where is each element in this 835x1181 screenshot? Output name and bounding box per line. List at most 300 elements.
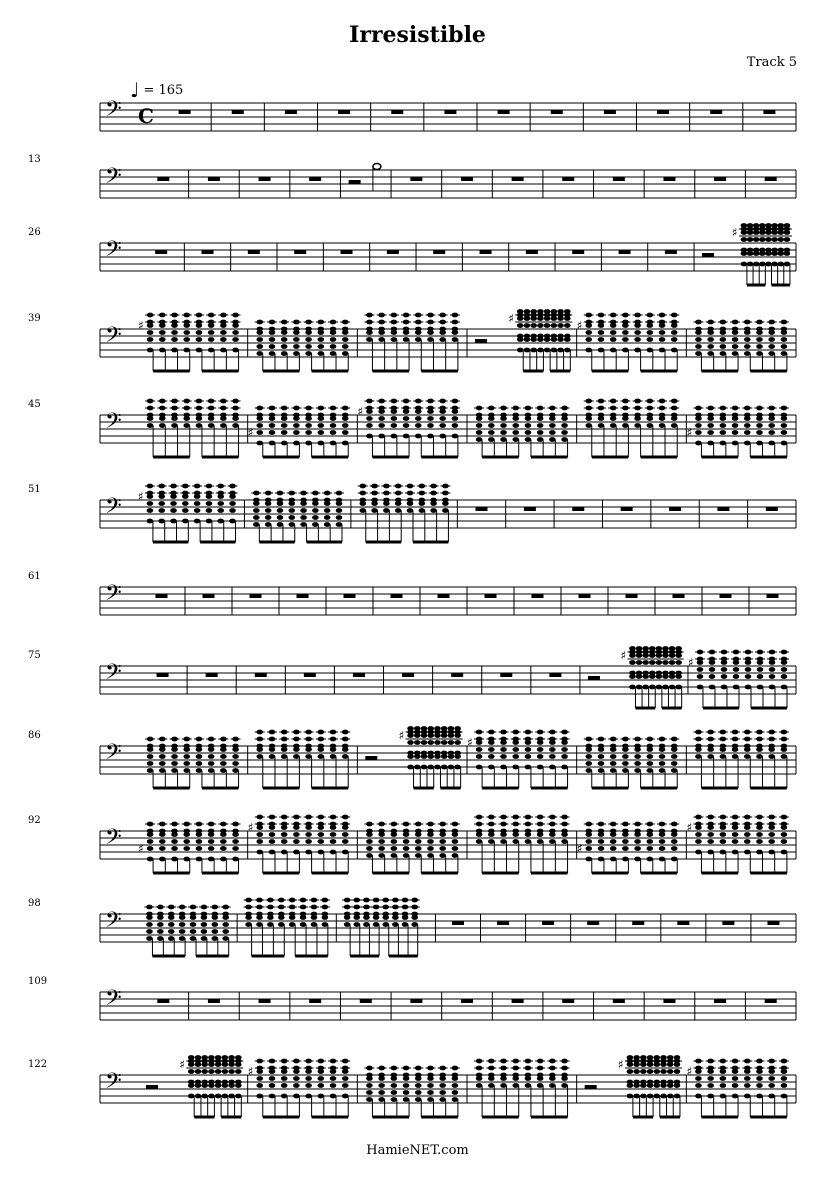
note-head (671, 744, 678, 749)
staff-system (28, 154, 796, 198)
note-head (342, 413, 349, 418)
note-head (330, 430, 337, 435)
note-head (744, 351, 751, 356)
note-head (232, 761, 239, 766)
sharp-icon: ♯ (357, 404, 364, 419)
note-head (196, 744, 203, 749)
note-head (434, 751, 441, 756)
note-head (245, 912, 252, 917)
note-head (324, 522, 331, 527)
note-head (627, 1055, 634, 1060)
note-head (147, 754, 154, 759)
note-head (647, 839, 654, 844)
note-head (411, 922, 418, 927)
note-head (649, 685, 656, 690)
half-rest (475, 339, 487, 343)
note-head (537, 839, 544, 844)
note-head (196, 337, 203, 342)
note-head (671, 754, 678, 759)
note-head (525, 839, 532, 844)
measure-number: 45 (28, 399, 41, 410)
note-head (194, 501, 201, 506)
note-head (171, 413, 178, 418)
note-head (585, 768, 592, 773)
note-head (208, 829, 215, 834)
note-head (476, 765, 483, 770)
note-head (215, 1094, 222, 1099)
note-head (707, 327, 714, 332)
note-head (427, 1073, 434, 1078)
note-head (765, 248, 772, 253)
note-head (147, 829, 154, 834)
note-head (442, 498, 449, 503)
note-head (215, 1055, 222, 1060)
note-head (168, 912, 175, 917)
note-head (747, 223, 754, 228)
note-head (403, 853, 410, 858)
time-signature: C (138, 104, 154, 128)
whole-rest (433, 250, 445, 254)
note-head (190, 922, 197, 927)
note-head (318, 344, 325, 349)
note-head (183, 761, 190, 766)
whole-rest (551, 110, 563, 114)
note-head (391, 846, 398, 851)
note-head (697, 685, 704, 690)
note-head (217, 501, 224, 506)
note-head (647, 413, 654, 418)
note-head (741, 223, 748, 228)
note-head (768, 832, 775, 837)
whole-rest (562, 177, 574, 181)
whole-rest (208, 177, 220, 181)
note-head (196, 754, 203, 759)
note-head (171, 829, 178, 834)
note-head (373, 922, 380, 927)
note-head (159, 754, 166, 759)
note-head (318, 413, 325, 418)
note-head (720, 754, 727, 759)
note-head (208, 1094, 215, 1099)
note-head (147, 330, 154, 335)
note-head (305, 413, 312, 418)
note-head (695, 430, 702, 435)
note-head (318, 1076, 325, 1081)
note-head (500, 1073, 507, 1078)
note-head (659, 857, 666, 862)
note-head (622, 768, 629, 773)
note-head (208, 1069, 215, 1074)
note-head (549, 1073, 556, 1078)
note-head (732, 1076, 739, 1081)
note-head (759, 223, 766, 228)
note-head (322, 922, 329, 927)
note-head (342, 744, 349, 749)
note-head (330, 1094, 337, 1099)
note-head (293, 430, 300, 435)
note-head (753, 262, 760, 267)
sharp-icon: ♯ (137, 489, 144, 504)
note-head (159, 330, 166, 335)
note-head (421, 765, 428, 770)
note-head (671, 768, 678, 773)
note-head (659, 846, 666, 851)
note-head (741, 262, 748, 267)
whole-rest (512, 177, 524, 181)
measure-number: 109 (28, 976, 48, 987)
note-head (488, 430, 495, 435)
note-head (391, 423, 398, 428)
note-head (312, 508, 319, 513)
note-head (659, 829, 666, 834)
note-head (561, 754, 568, 759)
whole-rest (294, 250, 306, 254)
whole-rest (155, 250, 167, 254)
note-head (371, 508, 378, 513)
note-head (157, 936, 164, 941)
bass-clef-icon: 𝄢 (105, 581, 122, 611)
note-head (330, 423, 337, 428)
note-head (544, 348, 551, 353)
note-head (695, 1076, 702, 1081)
note-head (269, 744, 276, 749)
note-head (403, 1083, 410, 1088)
note-head (525, 1073, 532, 1078)
note-head (732, 1083, 739, 1088)
note-head (281, 344, 288, 349)
note-head (744, 832, 751, 837)
note-head (636, 660, 643, 665)
note-head (171, 761, 178, 766)
note-head (293, 351, 300, 356)
note-head (671, 348, 678, 353)
note-head (373, 912, 380, 917)
note-head (159, 761, 166, 766)
measure-number: 86 (28, 730, 41, 741)
note-head (622, 761, 629, 766)
note-head (659, 348, 666, 353)
note-head (342, 351, 349, 356)
whole-rest (248, 250, 260, 254)
note-head (229, 519, 236, 524)
note-head (544, 309, 551, 314)
note-head (407, 765, 414, 770)
note-head (720, 839, 727, 844)
note-head (674, 1069, 681, 1074)
note-head (765, 223, 772, 228)
note-head (756, 337, 763, 342)
note-head (208, 423, 215, 428)
note-head (427, 327, 434, 332)
note-head (415, 423, 422, 428)
note-head (305, 744, 312, 749)
note-head (159, 413, 166, 418)
note-head (549, 1083, 556, 1088)
note-head (269, 337, 276, 342)
bass-clef-icon: 𝄢 (105, 323, 122, 353)
note-head (768, 351, 775, 356)
whole-rest (391, 110, 403, 114)
whole-rest (497, 921, 509, 925)
note-head (697, 667, 704, 672)
note-head (147, 744, 154, 749)
note-head (414, 726, 421, 731)
note-head (312, 522, 319, 527)
note-head (441, 726, 448, 731)
note-head (330, 413, 337, 418)
note-head (232, 337, 239, 342)
note-head (391, 337, 398, 342)
note-head (366, 416, 373, 421)
note-head (452, 1097, 459, 1102)
note-head (220, 348, 227, 353)
note-head (212, 912, 219, 917)
note-head (744, 754, 751, 759)
note-head (278, 912, 285, 917)
note-head (407, 726, 414, 731)
note-head (415, 434, 422, 439)
note-head (744, 413, 751, 418)
whole-rest (714, 177, 726, 181)
note-head (756, 413, 763, 418)
note-head (288, 522, 295, 527)
note-head (159, 744, 166, 749)
note-head (265, 522, 272, 527)
track-label: Track 5 (746, 55, 797, 70)
note-head (512, 1083, 519, 1088)
note-head (660, 1094, 667, 1099)
note-head (183, 330, 190, 335)
note-head (524, 323, 531, 328)
note-head (371, 498, 378, 503)
note-head (768, 441, 775, 446)
note-head (159, 348, 166, 353)
page-title: Irresistible (349, 22, 486, 48)
note-head (452, 839, 459, 844)
note-head (171, 839, 178, 844)
whole-rest (259, 999, 271, 1003)
whole-rest (673, 594, 685, 598)
note-head (629, 685, 636, 690)
note-head (427, 416, 434, 421)
staff-system (28, 399, 796, 457)
note-head (305, 344, 312, 349)
note-head (732, 1094, 739, 1099)
note-head (201, 922, 208, 927)
note-head (208, 857, 215, 862)
note-head (228, 1069, 235, 1074)
note-head (159, 846, 166, 851)
note-head (564, 348, 571, 353)
bass-clef-icon: 𝄢 (105, 97, 122, 127)
note-head (330, 754, 337, 759)
note-head (512, 437, 519, 442)
note-head (293, 344, 300, 349)
note-head (281, 850, 288, 855)
note-head (759, 262, 766, 267)
note-head (585, 754, 592, 759)
note-head (395, 508, 402, 513)
note-head (744, 423, 751, 428)
whole-rest (452, 921, 464, 925)
note-head (208, 1080, 215, 1085)
note-head (267, 922, 274, 927)
whole-rest (765, 177, 777, 181)
note-head (629, 660, 636, 665)
note-head (720, 327, 727, 332)
note-head (195, 1069, 202, 1074)
note-head (732, 337, 739, 342)
note-head (662, 685, 669, 690)
note-head (378, 846, 385, 851)
note-head (781, 413, 788, 418)
note-head (378, 839, 385, 844)
note-head (537, 348, 544, 353)
bass-clef-icon: 𝄢 (105, 164, 122, 194)
note-head (318, 744, 325, 749)
note-head (585, 337, 592, 342)
note-head (232, 423, 239, 428)
note-head (610, 754, 617, 759)
note-head (336, 498, 343, 503)
note-head (647, 846, 654, 851)
note-head (265, 508, 272, 513)
note-head (183, 348, 190, 353)
note-head (598, 337, 605, 342)
note-head (695, 754, 702, 759)
note-head (525, 423, 532, 428)
note-head (157, 929, 164, 934)
note-head (585, 423, 592, 428)
whole-rest (304, 673, 316, 677)
note-head (488, 1083, 495, 1088)
note-head (642, 685, 649, 690)
note-head (208, 330, 215, 335)
note-head (293, 850, 300, 855)
note-head (269, 1076, 276, 1081)
note-head (171, 768, 178, 773)
note-head (551, 309, 558, 314)
note-head (300, 922, 307, 927)
whole-rest (562, 999, 574, 1003)
note-head (561, 437, 568, 442)
note-head (598, 857, 605, 862)
note-head (439, 416, 446, 421)
note-head (158, 501, 165, 506)
note-head (448, 740, 455, 745)
note-head (634, 839, 641, 844)
note-head (537, 747, 544, 752)
note-head (403, 416, 410, 421)
note-head (537, 754, 544, 759)
note-head (512, 423, 519, 428)
note-head (598, 330, 605, 335)
sharp-icon: ♯ (247, 1064, 254, 1079)
note-head (415, 846, 422, 851)
note-head (524, 309, 531, 314)
note-head (293, 754, 300, 759)
note-head (342, 423, 349, 428)
note-head (318, 327, 325, 332)
note-head (500, 430, 507, 435)
note-head (318, 351, 325, 356)
note-head (201, 936, 208, 941)
note-head (293, 423, 300, 428)
note-head (427, 853, 434, 858)
note-head (448, 765, 455, 770)
note-head (278, 922, 285, 927)
note-head (208, 846, 215, 851)
note-head (305, 832, 312, 837)
note-head (232, 413, 239, 418)
whole-rest (344, 594, 356, 598)
note-head (671, 857, 678, 862)
note-head (512, 839, 519, 844)
note-head (330, 351, 337, 356)
note-head (171, 857, 178, 862)
note-head (784, 248, 791, 253)
note-head (585, 744, 592, 749)
sharp-icon: ♯ (247, 820, 254, 835)
note-head (634, 423, 641, 428)
note-head (525, 754, 532, 759)
note-head (222, 1055, 229, 1060)
sharp-icon: ♯ (686, 1064, 693, 1079)
measure-number: 51 (28, 484, 41, 495)
note-head (330, 1083, 337, 1088)
note-head (228, 1080, 235, 1085)
note-head (741, 248, 748, 253)
note-head (253, 498, 260, 503)
note-head (781, 1094, 788, 1099)
note-head (756, 327, 763, 332)
note-head (448, 751, 455, 756)
note-head (183, 829, 190, 834)
sharp-icon: ♯ (686, 820, 693, 835)
note-head (170, 519, 177, 524)
note-head (634, 754, 641, 759)
note-head (530, 323, 537, 328)
note-head (318, 1094, 325, 1099)
note-head (745, 667, 752, 672)
note-head (182, 519, 189, 524)
note-head (318, 832, 325, 837)
note-head (318, 423, 325, 428)
note-head (208, 839, 215, 844)
note-head (695, 413, 702, 418)
note-head (756, 832, 763, 837)
note-head (222, 912, 229, 917)
measure-number: 13 (28, 154, 41, 165)
note-head (183, 768, 190, 773)
note-head (383, 508, 390, 513)
note-head (707, 430, 714, 435)
note-head (647, 1055, 654, 1060)
note-head (610, 337, 617, 342)
note-head (378, 327, 385, 332)
note-head (598, 744, 605, 749)
note-head (610, 857, 617, 862)
note-head (627, 1069, 634, 1074)
note-head (403, 327, 410, 332)
sharp-icon: ♯ (686, 425, 693, 440)
note-head (147, 839, 154, 844)
note-head (256, 839, 263, 844)
note-head (500, 413, 507, 418)
note-head (452, 1090, 459, 1095)
note-head (777, 237, 784, 242)
note-head (564, 309, 571, 314)
